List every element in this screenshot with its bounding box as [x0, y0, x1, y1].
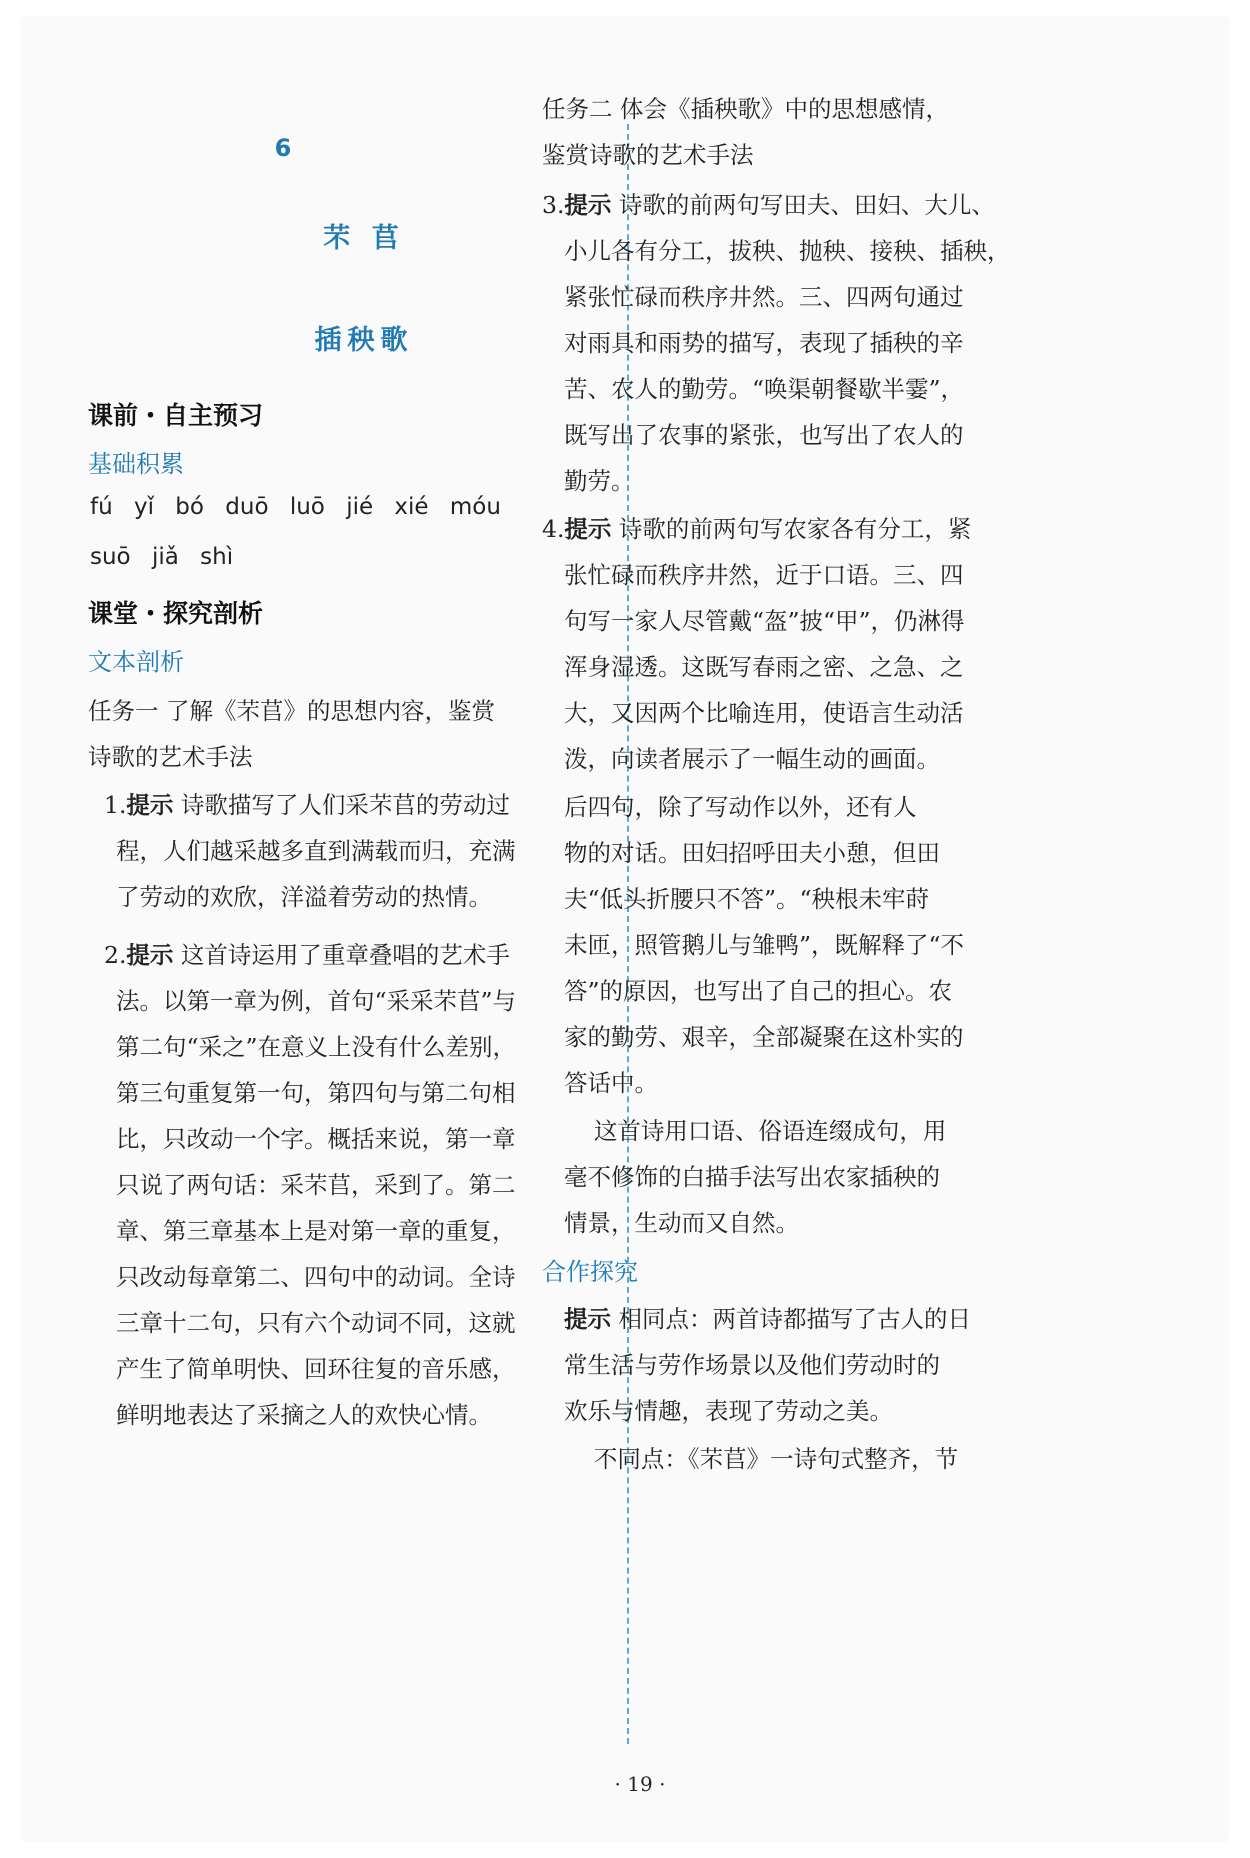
answer3-line: 小儿各有分工，拔秧、抛秧、接秧、插秧，	[564, 237, 1011, 265]
answer2-line: 第二句“采之”在意义上没有什么差别，	[116, 1033, 517, 1061]
answer3-line: 对雨具和雨势的描写，表现了插秧的辛	[564, 329, 964, 357]
answer2-line: 比，只改动一个字。概括来说，第一章	[116, 1125, 516, 1153]
answer3-line: 既写出了农事的紧张，也写出了农人的	[564, 421, 964, 449]
answer4-line: 泼，向读者展示了一幅生动的画面。	[564, 745, 940, 773]
answer4-line: 大，又因两个比喻连用，使语言生动活	[564, 699, 964, 727]
subheading-basics: 基础积累	[88, 450, 184, 478]
section-heading-preview: 课前・自主预习	[88, 401, 264, 430]
answer2-line: 产生了简单明快、回环往复的音乐感，	[116, 1355, 516, 1383]
answer2-line: 第三句重复第一句，第四句与第二句相	[116, 1079, 516, 1107]
answer5-line: 常生活与劳作场景以及他们劳动时的	[564, 1351, 940, 1379]
answer3-line: 苦、农人的勤劳。“唤渠朝餐歇半霎”，	[564, 375, 965, 403]
answer3-line: 紧张忙碌而秩序井然。三、四两句通过	[564, 283, 964, 311]
answer2-line: 只说了两句话：采芣苢，采到了。第二	[116, 1171, 516, 1199]
pinyin-line-1: fú yǐ bó duō luō jié xié móu	[90, 494, 501, 520]
answer4-line: 浑身湿透。这既写春雨之密、之急、之	[564, 653, 964, 681]
answer2-line: 鲜明地表达了采摘之人的欢快心情。	[116, 1401, 492, 1429]
lesson-number-badge: 6	[274, 134, 292, 162]
pinyin-line-2: suō jiǎ shì	[90, 544, 234, 570]
answer4-line: 答”的原因，也写出了自己的担心。农	[564, 977, 953, 1005]
task1-line: 诗歌的艺术手法	[88, 743, 253, 771]
poem-title-chayangge: 插秧歌	[314, 325, 414, 356]
answer4-line: 家的勤劳、艰辛，全部凝聚在这朴实的	[564, 1023, 964, 1051]
answer2-line: 章、第三章基本上是对第一章的重复，	[116, 1217, 516, 1245]
answer1-line: 1.提示 诗歌描写了人们采芣苢的劳动过	[104, 791, 510, 819]
answer5-line: 欢乐与情趣，表现了劳动之美。	[564, 1397, 893, 1425]
answer3-line: 3.提示 诗歌的前两句写田夫、田妇、大儿、	[542, 191, 995, 219]
answer4-line: 这首诗用口语、俗语连缀成句，用	[564, 1117, 947, 1145]
answer2-line: 三章十二句，只有六个动词不同，这就	[116, 1309, 516, 1337]
answer4-line: 4.提示 诗歌的前两句写农家各有分工，紧	[542, 515, 972, 543]
answer2-line: 只改动每章第二、四句中的动词。全诗	[116, 1263, 516, 1291]
task1-line: 任务一 了解《芣苢》的思想内容，鉴赏	[88, 697, 495, 725]
answer4-line: 答话中。	[564, 1069, 658, 1097]
page-number: · 19 ·	[614, 1772, 666, 1796]
answer4-line: 夫“低头折腰只不答”。“秧根未牢莳	[564, 885, 930, 913]
subheading-text-analysis: 文本剖析	[88, 648, 184, 676]
task2-line: 任务二 体会《插秧歌》中的思想感情，	[542, 95, 949, 123]
section-heading-classroom: 课堂・探究剖析	[88, 599, 264, 628]
answer4-line: 句写一家人尽管戴“盔”披“甲”，仍淋得	[564, 607, 965, 635]
poem-title-fuyi: 芣 苢	[323, 223, 405, 254]
answer4-line: 情景，生动而又自然。	[564, 1209, 799, 1237]
answer3-line: 勤劳。	[564, 467, 635, 495]
answer4-line: 张忙碌而秩序井然，近于口语。三、四	[564, 561, 964, 589]
answer4-line: 物的对话。田妇招呼田夫小憩，但田	[564, 839, 940, 867]
answer5-line: 不同点：《芣苢》一诗句式整齐，节	[564, 1445, 959, 1473]
answer2-line: 2.提示 这首诗运用了重章叠唱的艺术手	[104, 941, 510, 969]
answer2-line: 法。以第一章为例，首句“采采芣苢”与	[116, 987, 517, 1015]
subheading-cooperative: 合作探究	[542, 1258, 638, 1286]
page-sheet	[20, 16, 1230, 1842]
answer4-line: 毫不修饰的白描手法写出农家插秧的	[564, 1163, 940, 1191]
answer5-line: 提示 相同点：两首诗都描写了古人的日	[564, 1305, 971, 1333]
answer4-line: 未匝，照管鹅儿与雏鸭”，既解释了“不	[564, 931, 965, 959]
answer4-line: 后四句，除了写动作以外，还有人	[564, 793, 917, 821]
task2-line: 鉴赏诗歌的艺术手法	[542, 141, 754, 169]
answer1-line: 了劳动的欢欣，洋溢着劳动的热情。	[116, 883, 492, 911]
answer1-line: 程，人们越采越多直到满载而归，充满	[116, 837, 516, 865]
